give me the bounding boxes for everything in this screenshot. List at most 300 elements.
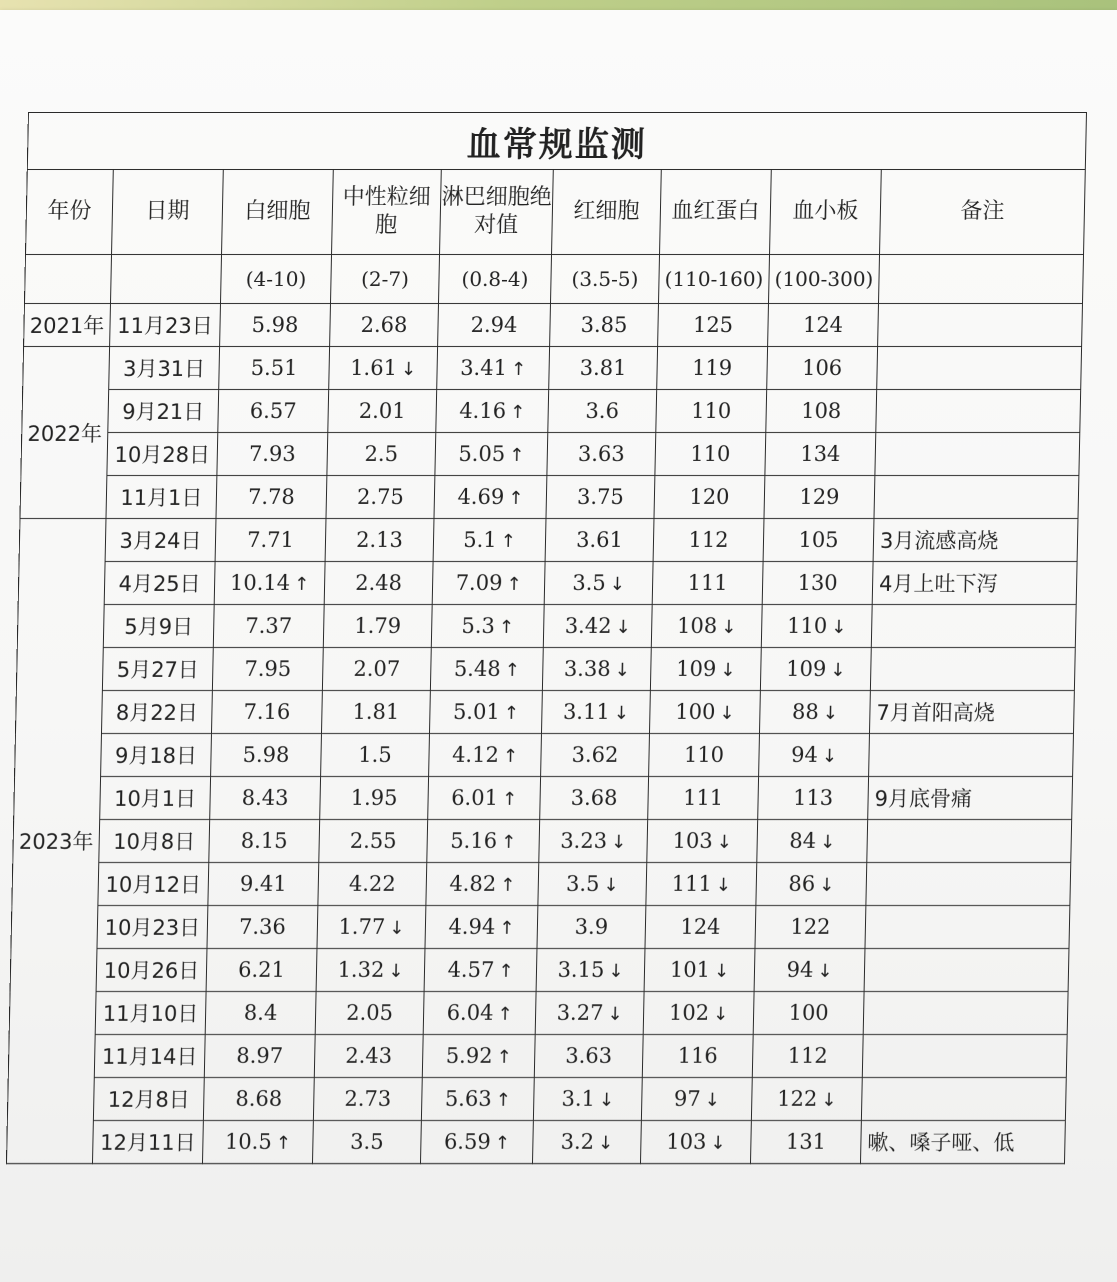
date-cell: 10月12日 [98,863,209,906]
arrow-down-icon: ↓ [716,832,733,853]
plt-cell [759,691,870,734]
wbc-cell [202,1121,313,1164]
value-text: 4.57 [447,958,495,982]
wbc-cell: 7.16 [211,691,322,734]
table-row [14,777,1073,820]
column-header-lym: 淋巴细胞绝对值 [440,170,554,255]
arrow-up-icon: ↑ [497,1004,513,1025]
blood-routine-table-sheet [6,112,1086,1162]
note-cell [863,992,1068,1035]
rbc-cell [541,691,650,734]
rbc-cell: 3.9 [537,906,646,949]
neu-cell: 1.5 [321,734,430,777]
table-row [20,476,1079,519]
arrow-down-icon: ↓ [388,961,404,982]
hgb-cell: 111 [648,777,759,820]
table-row [12,863,1071,906]
arrow-up-icon: ↑ [495,1090,511,1111]
table-row [18,562,1077,605]
lym-cell [431,605,544,648]
arrow-up-icon: ↑ [508,488,524,509]
hgb-cell [647,820,758,863]
arrow-down-icon: ↓ [389,918,405,939]
value-text: 101 [669,958,711,982]
neu-cell [317,906,426,949]
rbc-cell: 3.61 [545,519,654,562]
wbc-cell: 6.21 [206,949,317,992]
wbc-cell: 5.98 [211,734,322,777]
reference-range-year [24,255,111,304]
wbc-cell: 9.41 [208,863,319,906]
note-cell [877,347,1082,390]
value-text: 122 [776,1087,818,1111]
lym-cell [433,519,546,562]
wbc-cell: 8.15 [209,820,320,863]
lym-cell [424,949,537,992]
value-text: 5.16 [450,829,498,853]
lym-cell [425,906,538,949]
value-text: 3.2 [560,1130,595,1154]
value-text: 5.48 [453,657,501,681]
value-text: 1.32 [337,958,385,982]
neu-cell: 1.95 [320,777,429,820]
plt-cell: 108 [766,390,877,433]
plt-cell: 112 [752,1035,863,1078]
table-row [24,304,1083,347]
hgb-cell [640,1121,751,1164]
lym-cell [430,648,543,691]
table-row [23,347,1082,390]
value-text: 4.94 [448,915,496,939]
table-row [10,949,1069,992]
value-text: 5.05 [458,442,506,466]
value-text: 4.69 [457,485,505,509]
arrow-up-icon: ↑ [496,1047,512,1068]
neu-cell: 2.75 [326,476,435,519]
lym-cell [427,820,540,863]
value-text: 108 [676,614,718,638]
plt-cell: 131 [750,1121,861,1164]
table-body [6,304,1082,1164]
note-cell [878,304,1083,347]
value-text: 10.5 [224,1130,273,1154]
wbc-cell: 7.95 [212,648,323,691]
arrow-down-icon: ↓ [830,660,846,681]
neu-cell [316,949,425,992]
rbc-cell: 3.68 [540,777,649,820]
date-cell: 10月23日 [97,906,208,949]
date-cell: 10月1日 [100,777,211,820]
table-row [13,820,1072,863]
hgb-cell: 124 [645,906,756,949]
neu-cell: 2.5 [327,433,436,476]
table-row [8,1035,1067,1078]
note-cell: 9月底骨痛 [868,777,1073,820]
wbc-cell: 5.51 [219,347,330,390]
arrow-down-icon: ↓ [607,1004,623,1025]
value-text: 100 [675,700,716,724]
year-cell: 2021年 [24,304,111,347]
rbc-cell [532,1121,641,1164]
rbc-cell [544,562,653,605]
wbc-cell: 5.98 [220,304,331,347]
lym-cell [437,347,550,390]
value-text: 110 [786,614,828,638]
neu-cell: 1.81 [321,691,430,734]
hgb-cell: 119 [657,347,768,390]
neu-cell [329,347,438,390]
column-header-year: 年份 [26,170,114,255]
hgb-cell [646,863,757,906]
value-text: 3.5 [572,571,607,595]
hgb-cell: 110 [655,433,766,476]
value-text: 88 [791,700,819,724]
plt-cell: 122 [755,906,866,949]
rbc-cell: 3.75 [546,476,655,519]
arrow-up-icon: ↑ [509,402,526,423]
lym-cell [435,433,548,476]
wbc-cell: 8.68 [203,1078,314,1121]
arrow-up-icon: ↑ [499,875,516,896]
arrow-up-icon: ↑ [503,703,520,724]
date-cell: 11月23日 [110,304,221,347]
arrow-down-icon: ↓ [608,961,624,982]
hgb-cell: 112 [653,519,764,562]
lym-cell [429,734,542,777]
wbc-cell: 8.43 [210,777,321,820]
date-cell: 10月28日 [107,433,218,476]
value-text: 7.09 [455,571,503,595]
rbc-cell: 3.81 [549,347,658,390]
note-cell: 3月流感高烧 [873,519,1078,562]
arrow-down-icon: ↓ [610,832,627,853]
value-text: 94 [786,958,814,982]
rbc-cell [533,1078,642,1121]
rbc-cell [543,605,652,648]
plt-cell [760,648,871,691]
date-cell: 3月31日 [109,347,220,390]
table-row [7,1078,1066,1121]
arrow-up-icon: ↑ [500,531,516,552]
date-cell: 5月27日 [102,648,213,691]
arrow-up-icon: ↑ [275,1133,292,1154]
date-cell: 11月1日 [106,476,217,519]
reference-range-wbc: (4-10) [220,255,331,304]
hgb-cell [650,648,761,691]
date-cell: 8月22日 [101,691,212,734]
rbc-cell: 3.63 [534,1035,643,1078]
lym-cell [429,691,542,734]
rbc-cell: 3.62 [541,734,650,777]
column-header-neu: 中性粒细胞 [332,170,442,255]
wbc-cell: 7.36 [207,906,318,949]
arrow-down-icon: ↓ [720,617,737,638]
note-cell [870,648,1075,691]
value-text: 109 [785,657,827,681]
value-text: 6.59 [443,1130,492,1154]
neu-cell: 2.13 [325,519,434,562]
plt-cell: 105 [763,519,874,562]
arrow-down-icon: ↓ [598,1090,615,1111]
hgb-cell: 110 [649,734,760,777]
table-row [22,390,1081,433]
value-text: 6.01 [450,786,499,810]
arrow-up-icon: ↑ [293,574,310,595]
arrow-down-icon: ↓ [715,875,732,896]
value-text: 1.77 [338,915,386,939]
hgb-cell [649,691,760,734]
column-header-hgb: 血红蛋白 [660,170,772,255]
arrow-up-icon: ↑ [498,961,514,982]
note-cell [867,820,1072,863]
table-row [19,519,1078,562]
neu-cell: 2.01 [328,390,437,433]
note-cell [876,390,1081,433]
note-cell [869,734,1074,777]
column-header-note: 备注 [880,170,1086,255]
note-cell [875,433,1080,476]
neu-cell: 2.48 [324,562,433,605]
neu-cell: 4.22 [318,863,427,906]
value-text: 6.04 [446,1001,494,1025]
lym-cell [423,992,536,1035]
arrow-down-icon: ↓ [712,1004,729,1025]
column-header-plt: 血小板 [770,170,882,255]
plt-cell [761,605,872,648]
value-text: 103 [672,829,713,853]
arrow-down-icon: ↓ [830,617,847,638]
value-text: 3.41 [459,356,508,380]
date-cell: 3月24日 [105,519,216,562]
arrow-up-icon: ↑ [500,832,517,853]
neu-cell: 2.07 [322,648,431,691]
lym-cell [428,777,541,820]
arrow-down-icon: ↓ [719,703,735,724]
value-text: 3.38 [563,657,611,681]
arrow-down-icon: ↓ [614,660,630,681]
note-cell: 4月上吐下泻 [872,562,1077,605]
rbc-cell: 3.85 [550,304,659,347]
rbc-cell [539,820,648,863]
value-text: 5.63 [444,1087,492,1111]
plt-cell: 134 [765,433,876,476]
date-cell: 4月25日 [104,562,215,605]
date-cell: 11月14日 [94,1035,205,1078]
column-header-date: 日期 [112,170,224,255]
arrow-down-icon: ↓ [615,617,631,638]
note-cell [865,906,1070,949]
reference-range-date [110,255,221,304]
rbc-cell [542,648,651,691]
date-cell: 11月10日 [95,992,206,1035]
reference-range-note [878,255,1083,304]
value-text: 1.61 [349,356,398,380]
arrow-up-icon: ↑ [504,660,520,681]
column-header-wbc: 白细胞 [222,170,334,255]
arrow-down-icon: ↓ [597,1133,614,1154]
date-cell: 10月26日 [96,949,207,992]
arrow-down-icon: ↓ [710,1133,726,1154]
neu-cell: 1.79 [323,605,432,648]
lym-cell [432,562,545,605]
page-title: 血常规监测 [27,113,1086,170]
arrow-down-icon: ↓ [603,875,619,896]
plt-cell [751,1078,862,1121]
arrow-up-icon: ↑ [501,789,518,810]
value-text: 4.16 [459,399,507,423]
value-text: 3.15 [557,958,605,982]
plt-cell [756,863,867,906]
reference-range-row [24,255,1083,304]
value-text: 4.12 [451,743,500,767]
value-text: 103 [666,1130,707,1154]
lym-cell [420,1121,533,1164]
date-cell: 9月18日 [101,734,212,777]
wbc-cell: 8.97 [204,1035,315,1078]
note-cell: 嗽、嗓子哑、低 [860,1121,1065,1164]
neu-cell: 2.68 [330,304,439,347]
table-row [15,691,1074,734]
rbc-cell [538,863,647,906]
plt-cell: 106 [767,347,878,390]
arrow-down-icon: ↓ [720,660,736,681]
year-cell: 2023年 [6,519,106,1164]
arrow-up-icon: ↑ [499,918,515,939]
note-cell: 7月首阳高烧 [869,691,1074,734]
reference-range-lym: (0.8-4) [438,255,551,304]
arrow-down-icon: ↓ [400,359,417,380]
table-row [17,605,1076,648]
table-row [9,992,1068,1035]
plt-cell: 100 [753,992,864,1035]
arrow-up-icon: ↑ [502,746,519,767]
value-text: 10.14 [229,571,291,595]
arrow-down-icon: ↓ [613,703,630,724]
date-cell: 10月8日 [99,820,210,863]
value-text: 5.1 [463,528,497,552]
year-cell: 2022年 [20,347,110,519]
hgb-cell: 125 [658,304,769,347]
reference-range-plt: (100-300) [768,255,879,304]
arrow-up-icon: ↑ [510,359,527,380]
lym-cell [426,863,539,906]
lym-cell: 2.94 [438,304,551,347]
plt-cell: 130 [762,562,873,605]
value-text: 5.92 [445,1044,493,1068]
arrow-up-icon: ↑ [494,1133,511,1154]
rbc-cell: 3.63 [547,433,656,476]
arrow-down-icon: ↓ [704,1090,720,1111]
hgb-cell: 110 [656,390,767,433]
arrow-up-icon: ↑ [498,617,515,638]
value-text: 84 [789,829,817,853]
value-text: 3.11 [562,700,611,724]
column-header-rbc: 红细胞 [552,170,662,255]
plt-cell: 113 [758,777,869,820]
reference-range-hgb: (110-160) [658,255,769,304]
arrow-down-icon: ↓ [713,961,730,982]
table-row [15,734,1074,777]
value-text: 4.82 [449,872,497,896]
note-cell [871,605,1076,648]
arrow-down-icon: ↓ [818,875,835,896]
lym-cell [421,1078,534,1121]
table-row [6,1121,1065,1164]
note-cell [861,1078,1066,1121]
date-cell: 5月9日 [103,605,214,648]
lym-cell [422,1035,535,1078]
plt-cell: 129 [764,476,875,519]
wbc-cell: 7.37 [213,605,324,648]
header-row [26,170,1086,255]
wbc-cell: 6.57 [218,390,329,433]
value-text: 94 [790,743,819,767]
hgb-cell [643,992,754,1035]
note-cell [866,863,1071,906]
date-cell: 12月8日 [93,1078,204,1121]
arrow-down-icon: ↓ [821,746,838,767]
neu-cell: 2.73 [313,1078,422,1121]
hgb-cell: 116 [642,1035,753,1078]
plt-cell [757,820,868,863]
neu-cell: 3.5 [312,1121,421,1164]
hgb-cell: 120 [654,476,765,519]
table-row [21,433,1080,476]
hgb-cell: 111 [652,562,763,605]
value-text: 97 [673,1087,701,1111]
rbc-cell: 3.6 [548,390,657,433]
date-cell: 9月21日 [108,390,219,433]
plt-cell [754,949,865,992]
arrow-down-icon: ↓ [821,1090,837,1111]
note-cell [874,476,1079,519]
blood-routine-table [6,112,1087,1164]
arrow-up-icon: ↑ [508,445,525,466]
plt-cell [759,734,870,777]
value-text: 3.1 [561,1087,596,1111]
reference-range-rbc: (3.5-5) [550,255,659,304]
arrow-up-icon: ↑ [506,574,522,595]
hgb-cell [651,605,762,648]
table-row [16,648,1075,691]
neu-cell: 2.55 [319,820,428,863]
value-text: 3.42 [564,614,612,638]
rbc-cell [535,992,644,1035]
value-text: 86 [788,872,816,896]
lym-cell [436,390,549,433]
wbc-cell: 7.71 [215,519,326,562]
note-cell [864,949,1069,992]
neu-cell: 2.43 [314,1035,423,1078]
value-text: 102 [668,1001,710,1025]
arrow-down-icon: ↓ [609,574,626,595]
value-text: 3.23 [560,829,608,853]
value-text: 109 [675,657,717,681]
arrow-down-icon: ↓ [817,961,833,982]
wbc-cell: 7.78 [216,476,327,519]
wbc-cell: 7.93 [217,433,328,476]
table-row [11,906,1070,949]
arrow-down-icon: ↓ [819,832,836,853]
note-cell [862,1035,1067,1078]
value-text: 5.3 [461,614,496,638]
lym-cell [434,476,547,519]
hgb-cell [644,949,755,992]
rbc-cell [536,949,645,992]
value-text: 3.5 [565,872,600,896]
wbc-cell [214,562,325,605]
value-text: 111 [671,872,713,896]
